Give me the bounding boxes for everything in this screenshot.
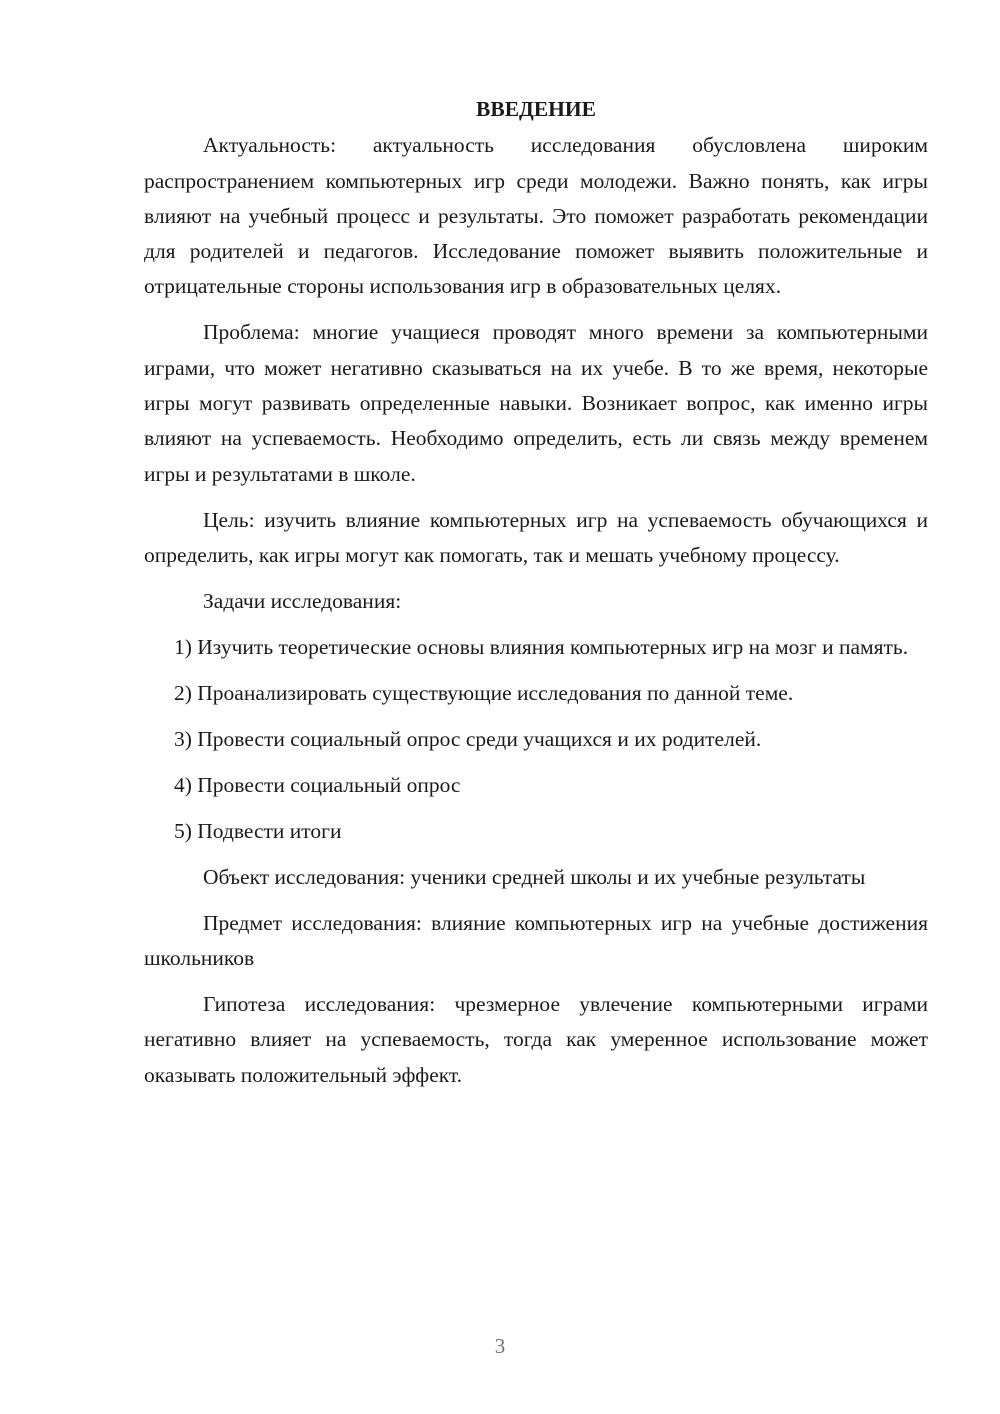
object-paragraph: Объект исследования: ученики средней школы и их учебные результаты <box>203 864 866 889</box>
section-title: ВВЕДЕНИЕ <box>476 97 596 121</box>
subject-paragraph: Предмет исследования: влияние компьютерных игр на учебные достижения школьников <box>144 910 928 971</box>
goal-paragraph: Цель: изучить влияние компьютерных игр на успеваемость обучающихся и определить, как игры могут как помогать, так и мешать учебному процессу. <box>144 507 928 567</box>
page-content <box>144 92 928 1104</box>
tasks-heading: Задачи исследования: <box>203 588 402 613</box>
task-item-5: 5) Подвести итоги <box>174 818 342 843</box>
task-item-1: 1) Изучить теоретические основы влияния компьютерных игр на мозг и память. <box>174 634 909 659</box>
task-item-3: 3) Провести социальный опрос среди учащихся и их родителей. <box>174 726 762 751</box>
task-item-2: 2) Проанализировать существующие исследования по данной теме. <box>174 680 794 705</box>
page-number: 3 <box>494 1334 506 1358</box>
hypothesis-paragraph: Гипотеза исследования: чрезмерное увлечение компьютерными играми негативно влияет на успеваемость, тогда как умеренное использование может оказывать положительный эффект. <box>144 992 928 1087</box>
problem-paragraph: Проблема: многие учащиеся проводят много времени за компьютерными играми, что может негативно сказываться на их учебе. В то же время, некоторые игры могут развивать определенные навыки. Возникает вопрос, как именно игры влияют на успеваемость. Необходимо определить, есть ли связь между временем игры и результатами в школе. <box>144 320 928 486</box>
task-item-4: 4) Провести социальный опрос <box>174 772 461 797</box>
relevance-paragraph: Актуальность: актуальность исследования обусловлена широким распространением компьютерных игр среди молодежи. Важно понять, как игры влияют на учебный процесс и результаты. Это поможет разработать рекомендации для родителей и педагогов. Исследование поможет выявить положительные и отрицательные стороны использования игр в образовательных целях. <box>144 133 928 299</box>
